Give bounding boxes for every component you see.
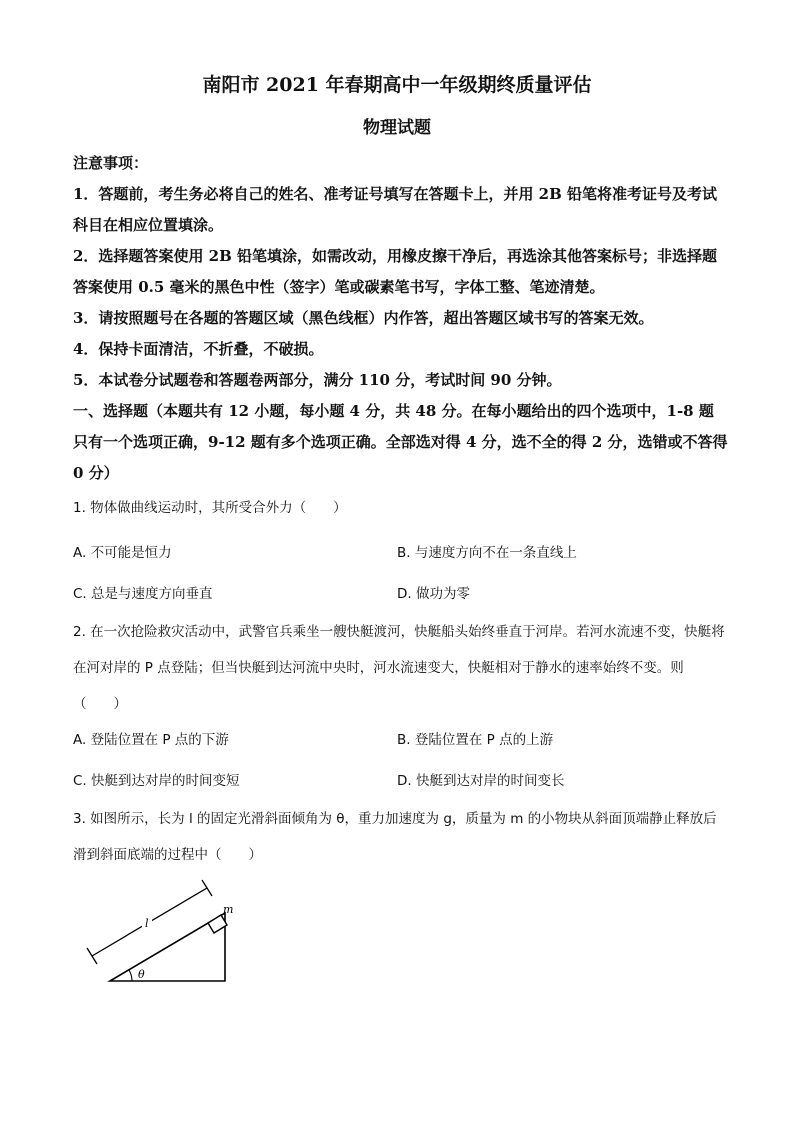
question-1-option-d: D. 做功为零 — [397, 586, 470, 602]
notes-item-1: 1．答题前，考生务必将自己的姓名、准考证号填写在答题卡上，并用 2B 铅笔将准考证号及考试科目在相应位置填涂。 — [73, 185, 718, 234]
question-1-option-b: B. 与速度方向不在一条直线上 — [397, 545, 577, 561]
notes-item-2: 2．选择题答案使用 2B 铅笔填涂，如需改动，用橡皮擦干净后，再选涂其他答案标号；非选择题答案使用 0.5 毫米的黑色中性（签字）笔或碳素笔书写，字体工整、笔迹清楚。 — [73, 247, 718, 296]
angle-label: θ — [138, 968, 145, 981]
length-tick-upper — [202, 880, 212, 896]
notes-item-5: 5．本试卷分试题卷和答题卷两部分，满分 110 分，考试时间 90 分钟。 — [73, 371, 562, 389]
question-2-option-a: A. 登陆位置在 P 点的下游 — [73, 732, 229, 748]
notes-item-4: 4．保持卡面清洁，不折叠，不破损。 — [73, 340, 324, 358]
question-3-stem: 3. 如图所示，长为 l 的固定光滑斜面倾角为 θ，重力加速度为 g，质量为 m 的小物块从斜面顶端静止释放后滑到斜面底端的过程中（ ） — [73, 811, 717, 863]
question-2-option-c: C. 快艇到达对岸的时间变短 — [73, 773, 240, 789]
exam-title: 南阳市 2021 年春期高中一年级期终质量评估 — [202, 74, 592, 96]
question-2-stem: 2. 在一次抢险救灾活动中，武警官兵乘坐一艘快艇渡河，快艇船头始终垂直于河岸。若河水流速不变，快艇将在河对岸的 P 点登陆；但当快艇到达河流中央时，河水流速变大，快艇相对于静水的速率始终不变。则（ ） — [73, 624, 725, 712]
question-1-option-a: A. 不可能是恒力 — [73, 545, 172, 561]
incline-figure — [80, 872, 250, 987]
section-heading: 一、选择题（本题共有 12 小题，每小题 4 分，共 48 分。在每小题给出的四个选项中，1-8 题只有一个选项正确，9-12 题有多个选项正确。全部选对得 4 分，选不全的得 2 分，选错或不答得 0 分） — [73, 402, 728, 482]
length-label: l — [145, 917, 149, 930]
question-2-option-b: B. 登陆位置在 P 点的上游 — [397, 732, 554, 748]
block — [208, 915, 227, 933]
exam-subtitle: 物理试题 — [363, 118, 431, 138]
question-2-option-d: D. 快艇到达对岸的时间变长 — [397, 773, 565, 789]
notes-block — [73, 148, 728, 489]
angle-arc — [129, 970, 132, 981]
mass-label: m — [223, 903, 234, 916]
length-tick-lower — [87, 948, 97, 964]
question-1-option-c: C. 总是与速度方向垂直 — [73, 586, 213, 602]
notes-heading: 注意事项： — [73, 154, 149, 172]
notes-item-3: 3．请按照题号在各题的答题区域（黑色线框）内作答，超出答题区域书写的答案无效。 — [73, 309, 654, 327]
question-1-stem: 1. 物体做曲线运动时，其所受合外力（ ） — [73, 500, 347, 516]
